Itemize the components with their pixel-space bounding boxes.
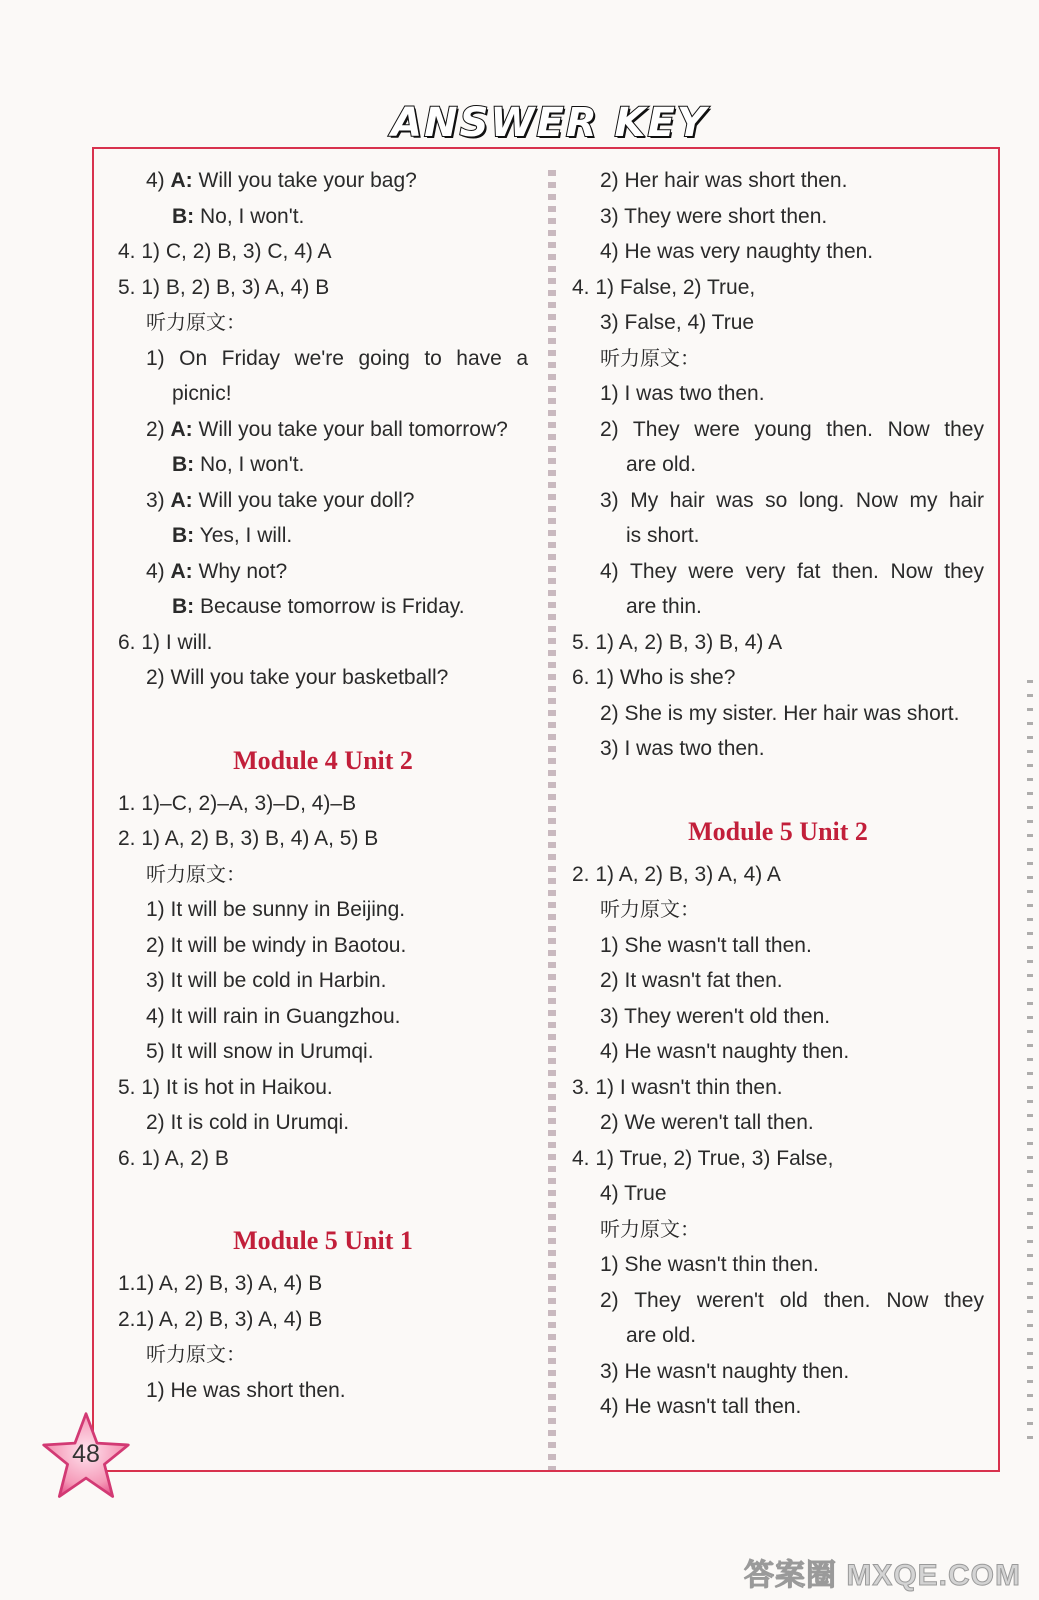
answer-line: 2) A: Will you take your ball tomorrow? [146, 417, 508, 441]
answer-line: 3) My hair was so long. Now my hair [600, 488, 984, 512]
answer-line: 1) She wasn't thin then. [600, 1253, 819, 1276]
section-heading: Module 4 Unit 2 [233, 745, 413, 775]
answer-line: 2) They were young then. Now they [600, 417, 984, 441]
edge-marks [1027, 680, 1033, 1440]
answer-line: 4) He wasn't tall then. [600, 1395, 802, 1418]
listening-script-label: 听力原文： [600, 1216, 700, 1241]
answer-line: 4) He wasn't naughty then. [600, 1040, 850, 1063]
answer-line: 4) It will rain in Guangzhou. [146, 1004, 401, 1028]
answer-line: 4. 1) C, 2) B, 3) C, 4) A [118, 240, 332, 263]
answer-line: 1) She wasn't tall then. [600, 933, 812, 957]
answer-line: 3) They were short then. [600, 204, 828, 228]
answer-line: is short. [626, 524, 700, 547]
answer-line: 5) It will snow in Urumqi. [146, 1040, 374, 1063]
answer-line: 4) A: Will you take your bag? [146, 169, 417, 192]
answer-line: 4. 1) False, 2) True, [572, 275, 756, 299]
listening-script-label: 听力原文： [600, 897, 700, 921]
answer-line: are old. [626, 453, 697, 476]
listening-script-label: 听力原文： [146, 861, 246, 886]
answer-line: 4) He was very naughty then. [600, 240, 874, 263]
answer-line: 1) I was two then. [600, 382, 765, 405]
page-number: 48 [72, 1440, 100, 1468]
answer-line: 3) He wasn't naughty then. [600, 1359, 850, 1383]
answer-line: 2) It is cold in Urumqi. [146, 1111, 350, 1134]
column-divider [548, 170, 556, 1470]
page-title: ANSWER KEY [391, 100, 708, 146]
right-column [572, 163, 984, 1425]
answer-line: 6. 1) I will. [118, 630, 213, 654]
answer-line: 1) It will be sunny in Beijing. [146, 898, 406, 921]
listening-script-label: 听力原文： [146, 1342, 246, 1366]
answer-line: 1) On Friday we're going to have a [146, 346, 528, 370]
answer-line: 4. 1) True, 2) True, 3) False, [572, 1146, 834, 1170]
answer-line: are thin. [626, 595, 702, 618]
answer-line: 6. 1) A, 2) B [118, 1146, 229, 1170]
answer-line: 3) A: Will you take your doll? [146, 488, 415, 512]
answer-line: 2.1) A, 2) B, 3) A, 4) B [118, 1307, 323, 1331]
answer-line: 2) She is my sister. Her hair was short. [600, 701, 960, 725]
answer-line: 2) Will you take your basketball? [146, 666, 449, 689]
answer-line: 4) They were very fat then. Now they [600, 559, 984, 583]
answer-line: 2) They weren't old then. Now they [600, 1288, 984, 1312]
answer-line: 3) I was two then. [600, 737, 765, 760]
watermark: 答案圈 MXQE.COM [743, 1559, 1021, 1592]
answer-line: 2) Her hair was short then. [600, 169, 848, 192]
answer-line: B: Yes, I will. [172, 524, 293, 547]
answer-line: are old. [626, 1324, 697, 1347]
answer-line: 4) True [600, 1182, 667, 1205]
listening-script-label: 听力原文： [146, 310, 246, 334]
left-column [118, 163, 528, 1408]
answer-line: 3) False, 4) True [600, 311, 755, 334]
answer-line: 2. 1) A, 2) B, 3) A, 4) A [572, 862, 781, 886]
answer-line: 2) It wasn't fat then. [600, 969, 783, 992]
answer-line: 5. 1) B, 2) B, 3) A, 4) B [118, 275, 330, 299]
answer-line: 5. 1) It is hot in Haikou. [118, 1075, 333, 1099]
listening-script-label: 听力原文： [600, 345, 700, 370]
answer-line: 3. 1) I wasn't thin then. [572, 1075, 783, 1099]
answer-line: B: No, I won't. [172, 453, 305, 476]
answer-line: picnic! [172, 382, 232, 405]
answer-line: 4) A: Why not? [146, 559, 288, 583]
answer-line: 2) We weren't tall then. [600, 1111, 814, 1134]
answer-line: B: No, I won't. [172, 204, 305, 228]
answer-line: B: Because tomorrow is Friday. [172, 595, 465, 618]
answer-line: 3) It will be cold in Harbin. [146, 969, 387, 992]
section-heading: Module 5 Unit 1 [233, 1226, 413, 1255]
answer-line: 2. 1) A, 2) B, 3) B, 4) A, 5) B [118, 827, 379, 850]
answer-line: 1.1) A, 2) B, 3) A, 4) B [118, 1272, 323, 1295]
answer-line: 1) He was short then. [146, 1378, 346, 1402]
answer-line: 1. 1)–C, 2)–A, 3)–D, 4)–B [118, 791, 357, 815]
section-heading: Module 5 Unit 2 [688, 816, 868, 846]
answer-line: 3) They weren't old then. [600, 1004, 831, 1028]
answer-line: 6. 1) Who is she? [572, 666, 736, 689]
answer-line: 2) It will be windy in Baotou. [146, 933, 407, 957]
answer-line: 5. 1) A, 2) B, 3) B, 4) A [572, 630, 783, 654]
